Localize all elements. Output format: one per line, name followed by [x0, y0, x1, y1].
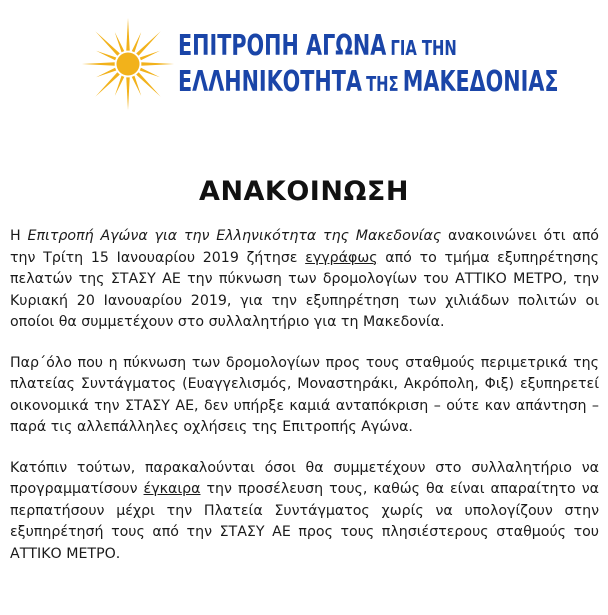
page-title: ΑΝΑΚΟΙΝΩΣΗ [199, 176, 409, 207]
sun-ray [141, 62, 174, 65]
underlined-in-time: έγκαιρα [143, 481, 201, 497]
sun-ray [115, 32, 124, 52]
sun-ray [82, 62, 115, 65]
organization-name [178, 30, 559, 102]
paragraph-2: Παρ΄όλο που η πύκνωση των δρομολογίων προς τους σταθμούς περιμετρικά της πλατείας Συντάγματος (Ευαγγελισμός, Μοναστηράκι, Ακρόπολη, Φιξ) εξυπηρετεί οικονομικά την ΣΤΑΣΥ ΑΕ, δεν υπήρξε καμιά ανταπόκριση – ούτε καν απάντηση – παρά τις αλλεπάλληλες οχλήσεις της Επιτροπής Αγώνα. [10, 354, 599, 435]
paragraph-3 [10, 458, 599, 566]
org-line-1 [178, 30, 559, 66]
sun-ray [126, 77, 129, 110]
sun-ray [126, 18, 129, 51]
p1-text-a: Η [10, 228, 28, 244]
org-line2-big2: ΜΑΚΕΔΟΝΙΑΣ [402, 65, 559, 98]
sun-ray [140, 68, 160, 77]
p3-text-b: την προσέλευση τους, καθώς θα είναι απαραίτητο να περπατήσουν μέχρι την Πλατεία Συντάγματος χωρίς να υπολογίζουν στην εξυπηρέτησή τους από την ΣΤΑΣΥ ΑΕ προς τους πλησιέστερους σταθμούς του ΑΤΤΙΚΟ ΜΕΤΡΟ. [10, 481, 599, 562]
p3-text-a: Κατόπιν τούτων, παρακαλούνται όσοι θα συμμετέχουν στο συλλαλητήριο να προγραμματίσουν [10, 459, 599, 497]
announcement-body [10, 226, 599, 584]
org-line1-small: ΓΙΑ ΤΗΝ [390, 36, 457, 60]
sun-ray [115, 76, 124, 96]
sun-ray [132, 32, 141, 52]
org-line-2 [178, 66, 559, 102]
paragraph-1 [10, 226, 599, 334]
org-name-italic: Επιτροπή Αγώνα για την Ελληνικότητα της Μακεδονίας [27, 228, 442, 244]
sun-ray [132, 76, 141, 96]
vergina-sun-icon [80, 16, 176, 112]
sun-ray [140, 51, 160, 60]
org-line2-small: ΤΗΣ [366, 72, 399, 96]
org-line1-big: ΕΠΙΤΡΟΠΗ ΑΓΩΝΑ [178, 29, 387, 62]
sun-ray [96, 68, 116, 77]
p1-text-c: από το τμήμα εξυπηρέτησης πελατών της ΣΤΑΣΥ ΑΕ την πύκνωση των δρομολογίων του ΑΤΤΙΚΟ ΜΕΤΡΟ, την Κυριακή 20 Ιανουαρίου 2019, για την εξυπηρέτηση των χιλιάδων πολιτών οι οποίοι θα συμμετέχουν στο συλλαλητήριο για τη Μακεδονία. [10, 249, 599, 330]
org-line2-big: ΕΛΛΗΝΙΚΟΤΗΤΑ [178, 65, 362, 98]
sun-ray [96, 51, 116, 60]
p1-text-b: ανακοινώνει ότι από την Τρίτη 15 Ιανουαρίου 2019 ζήτησε [10, 228, 599, 266]
underlined-in-writing: εγγράφως [305, 249, 378, 266]
